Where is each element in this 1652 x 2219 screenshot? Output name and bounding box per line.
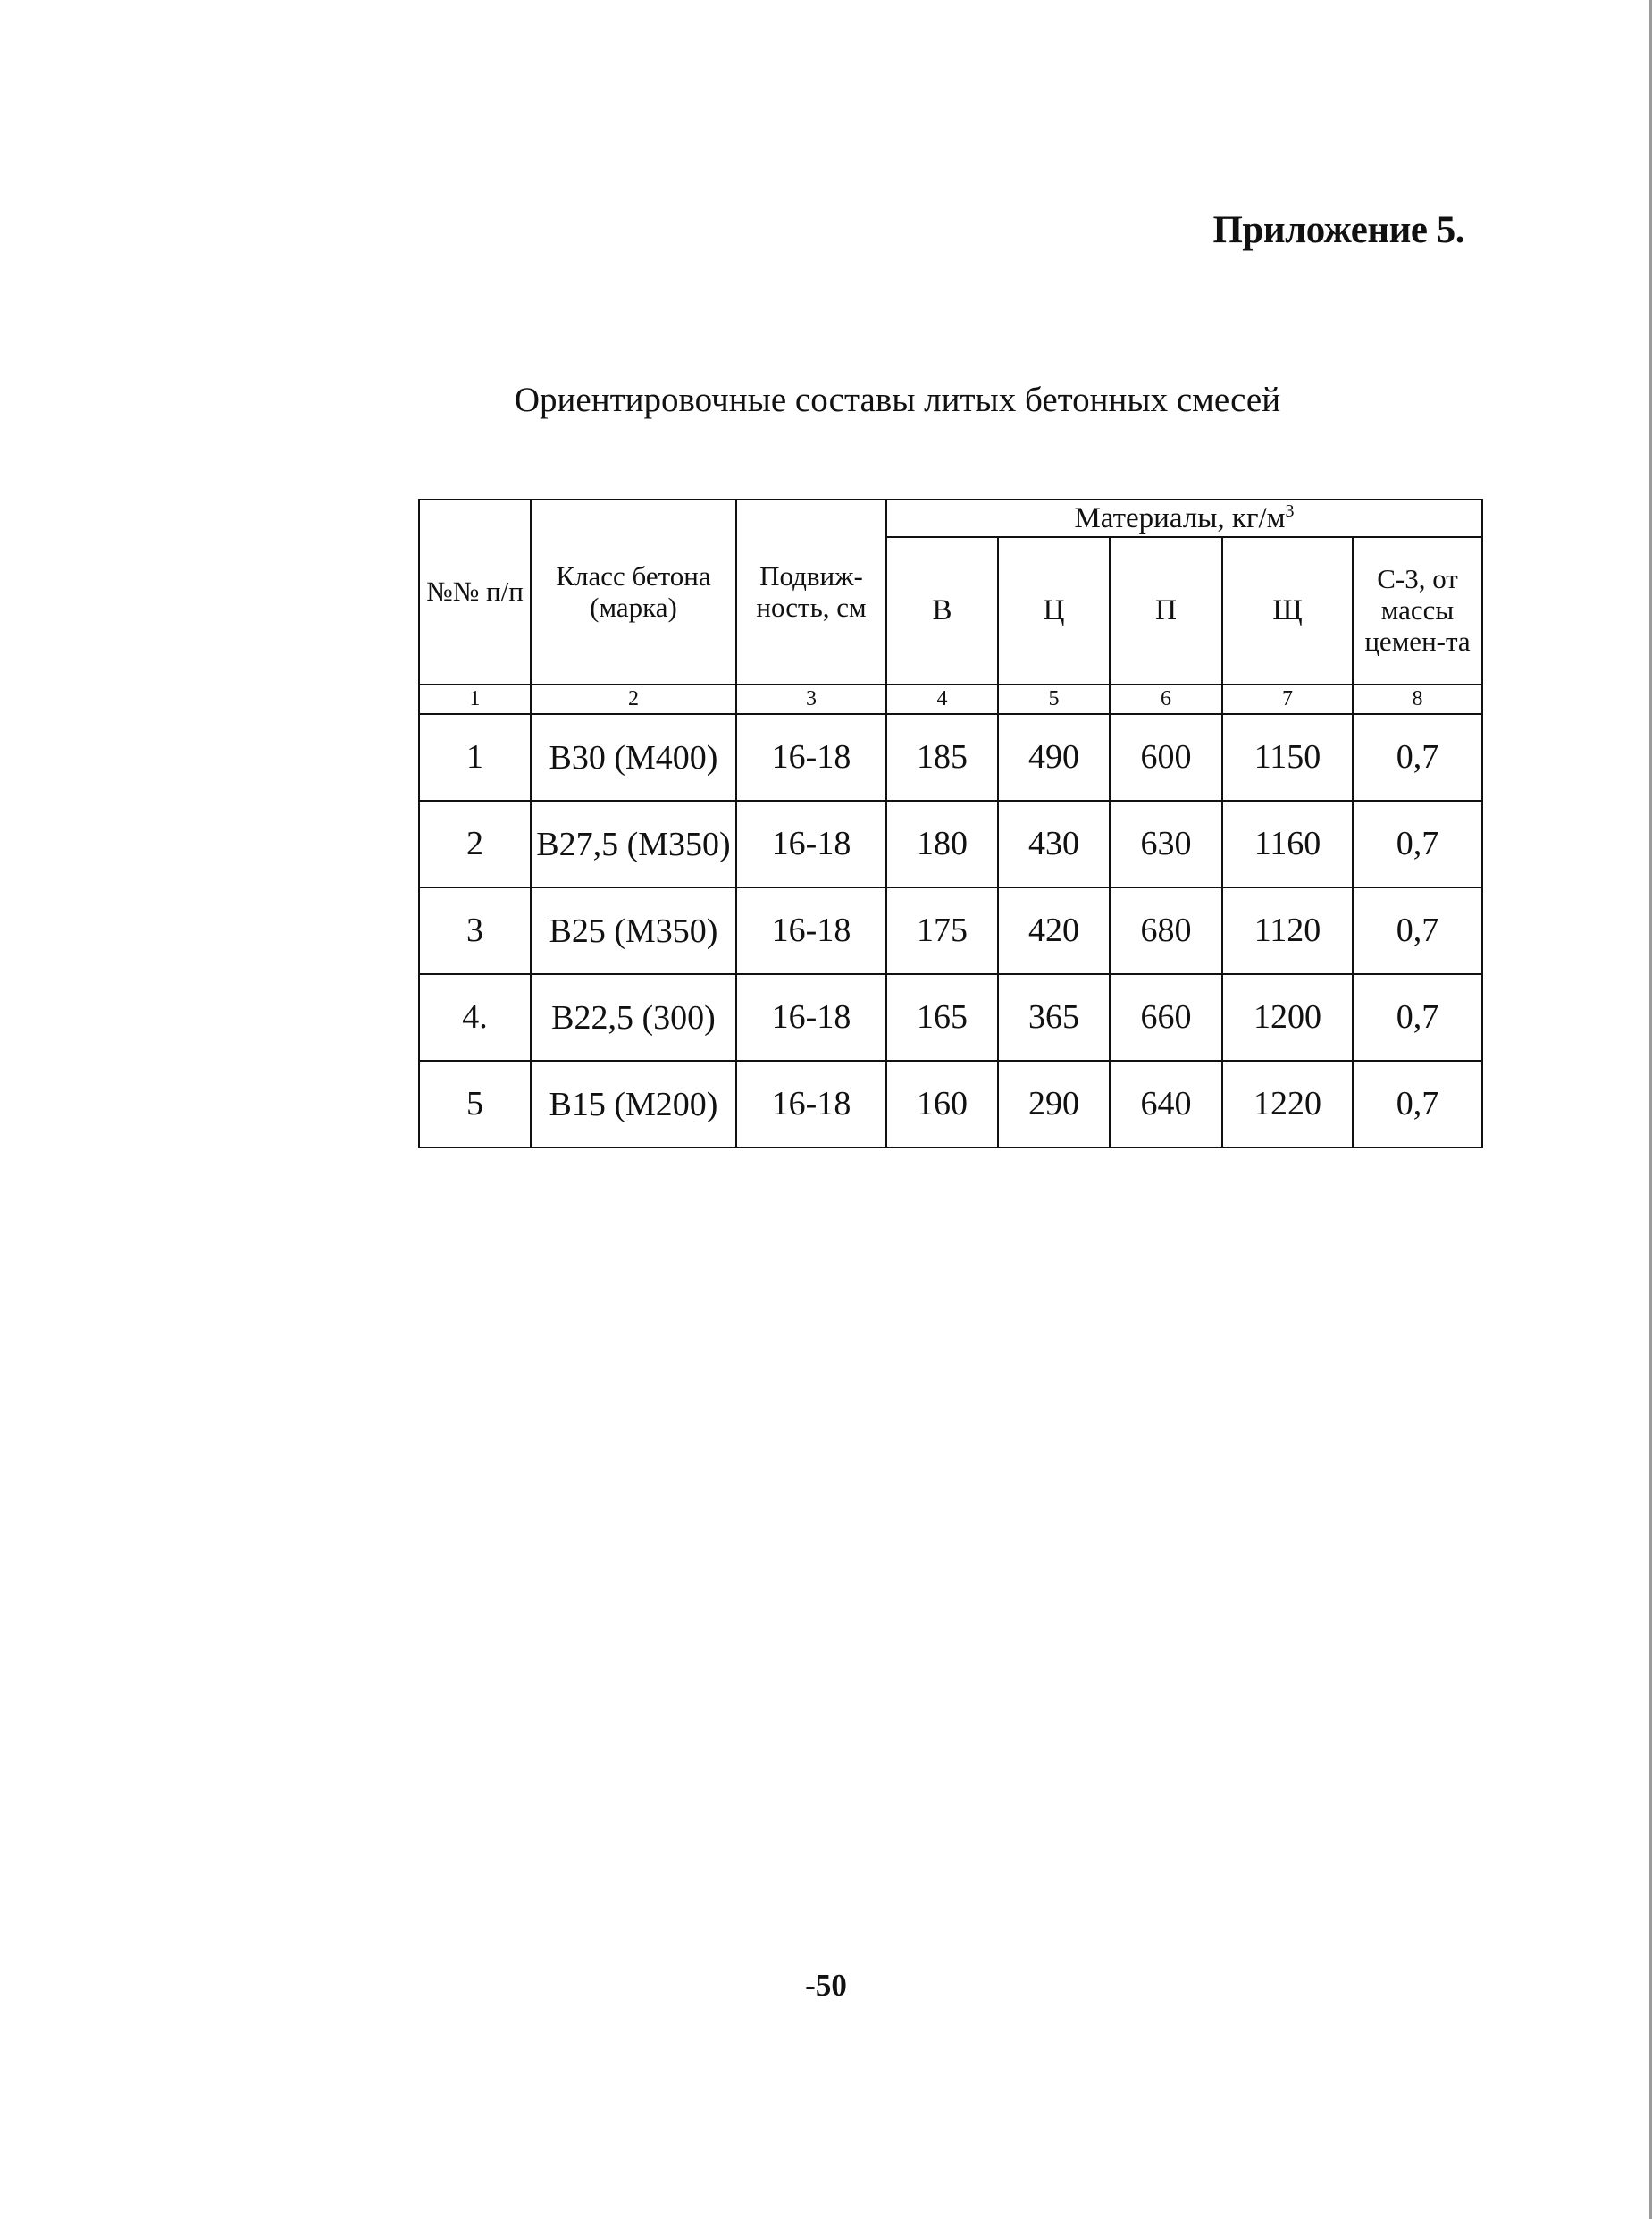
cell-mobility: 16-18 [736,714,886,801]
cell-num: 4. [419,974,531,1061]
document-title: Ориентировочные составы литых бетонных смесей [514,381,1281,419]
table-row [419,714,1482,801]
cell-gravel: 1200 [1222,974,1353,1061]
header-sand: П [1110,537,1222,685]
table-row [419,801,1482,887]
column-number-row [419,685,1482,714]
cell-additive: 0,7 [1353,1061,1482,1147]
cell-additive: 0,7 [1353,714,1482,801]
cell-additive: 0,7 [1353,887,1482,974]
cell-num: 5 [419,1061,531,1147]
cell-sand: 630 [1110,801,1222,887]
cell-water: 160 [886,1061,998,1147]
cell-cement: 290 [998,1061,1110,1147]
header-cement: Ц [998,537,1110,685]
cell-gravel: 1220 [1222,1061,1353,1147]
header-additive: С-3, от массы цемен-та [1353,537,1482,685]
appendix-label: Приложение 5. [1212,209,1464,251]
header-gravel: Щ [1222,537,1353,685]
column-number: 4 [886,685,998,714]
cell-sand: 600 [1110,714,1222,801]
cell-class: В27,5 (М350) [531,801,736,887]
header-mobility: Подвиж-ность, см [736,500,886,685]
cell-sand: 680 [1110,887,1222,974]
column-number: 1 [419,685,531,714]
cell-mobility: 16-18 [736,974,886,1061]
column-number: 7 [1222,685,1353,714]
cell-class: В22,5 (300) [531,974,736,1061]
cell-mobility: 16-18 [736,801,886,887]
header-class: Класс бетона (марка) [531,500,736,685]
cell-water: 185 [886,714,998,801]
column-number: 5 [998,685,1110,714]
column-number: 6 [1110,685,1222,714]
cell-num: 2 [419,801,531,887]
cell-cement: 365 [998,974,1110,1061]
cell-sand: 640 [1110,1061,1222,1147]
cell-num: 1 [419,714,531,801]
header-materials-group [886,500,1482,537]
table-row [419,1061,1482,1147]
cell-class: В30 (М400) [531,714,736,801]
column-number: 3 [736,685,886,714]
column-number: 2 [531,685,736,714]
compositions-table [418,499,1483,1148]
cell-class: В25 (М350) [531,887,736,974]
page-number: -50 [805,1968,847,2003]
cell-water: 175 [886,887,998,974]
cell-water: 165 [886,974,998,1061]
cell-cement: 430 [998,801,1110,887]
header-water: В [886,537,998,685]
header-materials-label: Материалы, кг/м [1074,502,1286,535]
header-row [419,500,1482,537]
table-row [419,887,1482,974]
cell-mobility: 16-18 [736,1061,886,1147]
cell-mobility: 16-18 [736,887,886,974]
cell-sand: 660 [1110,974,1222,1061]
cell-cement: 420 [998,887,1110,974]
cell-water: 180 [886,801,998,887]
cell-additive: 0,7 [1353,801,1482,887]
cell-gravel: 1150 [1222,714,1353,801]
table-row [419,974,1482,1061]
cell-gravel: 1120 [1222,887,1353,974]
cell-class: В15 (М200) [531,1061,736,1147]
cell-num: 3 [419,887,531,974]
header-materials-unit-exponent: 3 [1285,501,1295,522]
cell-additive: 0,7 [1353,974,1482,1061]
cell-gravel: 1160 [1222,801,1353,887]
header-num: №№ п/п [419,500,531,685]
cell-cement: 490 [998,714,1110,801]
column-number: 8 [1353,685,1482,714]
